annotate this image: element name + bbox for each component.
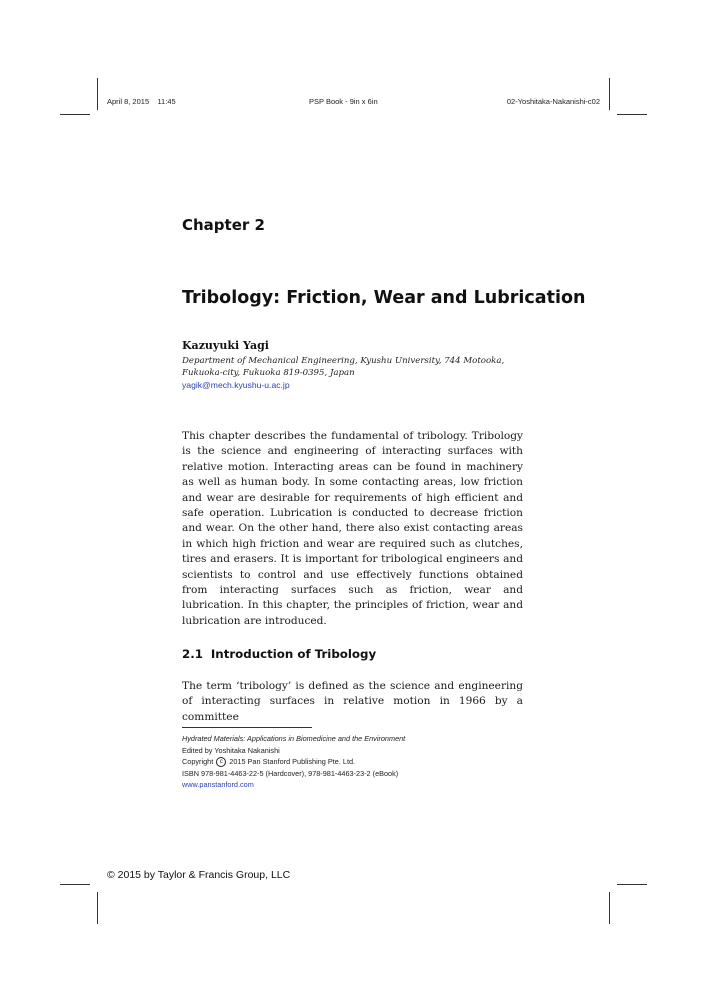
footnote-book-title: Hydrated Materials: Applications in Biomedicine and the Environment bbox=[182, 734, 406, 743]
affiliation-line-1: Department of Mechanical Engineering, Kyushu University, 744 Motooka, bbox=[182, 356, 505, 366]
section-heading bbox=[182, 647, 376, 661]
chapter-label: Chapter 2 bbox=[182, 216, 265, 234]
footnote-isbn: ISBN 978-981-4463-22-5 (Hardcover), 978-981-4463-23-2 (eBook) bbox=[182, 768, 399, 778]
publisher-website-link[interactable]: www.panstanford.com bbox=[182, 780, 254, 789]
publication-footnote bbox=[182, 733, 522, 791]
author-name: Kazuyuki Yagi bbox=[182, 339, 269, 352]
section-number: 2.1 bbox=[182, 647, 203, 661]
crop-mark-top-right-horizontal bbox=[617, 114, 647, 115]
header-date: April 8, 2015 11:45 bbox=[107, 97, 176, 106]
section-paragraph: The term ‘tribology’ is defined as the science and engineering of interacting surfaces in relative motion in 1966 by a committee bbox=[182, 680, 523, 723]
bottom-copyright-notice: © 2015 by Taylor & Francis Group, LLC bbox=[107, 869, 291, 881]
section-title: Introduction of Tribology bbox=[210, 647, 377, 661]
copyright-circle-icon: c bbox=[216, 757, 226, 767]
chapter-title: Tribology: Friction, Wear and Lubrication bbox=[182, 288, 586, 308]
footnote-divider bbox=[182, 727, 312, 728]
affiliation-line-2: Fukuoka-city, Fukuoka 819-0395, Japan bbox=[182, 368, 355, 378]
author-affiliation bbox=[182, 355, 522, 379]
header-file-code: 02-Yoshitaka-Nakanishi-c02 bbox=[506, 97, 600, 106]
header-book-format: PSP Book - 9in x 6in bbox=[309, 97, 378, 106]
footnote-copyright bbox=[182, 756, 522, 768]
chapter-abstract: This chapter describes the fundamental of tribology. Tribology is the science and engineering of interacting surfaces with relative motion. Interacting areas can be found in machinery as well as human body. In some contacting areas, low friction and wear are desirable for requirements of high efficient and safe operation. Lubrication is conducted to decrease friction and wear. On the other hand, there also exist contacting areas in which high friction and wear are required such as clutches, tires and erasers. It is important for tribological engineers and scientists to control and use effectively functions obtained from interacting surfaces such as friction, wear and lubrication. In this chapter, the principles of friction, wear and lubrication are introduced. bbox=[182, 430, 523, 627]
crop-mark-bottom-left-horizontal bbox=[60, 884, 90, 885]
footnote-copyright-text: 2015 Pan Stanford Publishing Pte. Ltd. bbox=[229, 757, 356, 766]
author-email-link[interactable]: yagik@mech.kyushu-u.ac.jp bbox=[182, 380, 290, 390]
crop-mark-bottom-right-vertical bbox=[609, 892, 610, 924]
footnote-copyright-prefix: Copyright bbox=[182, 757, 214, 766]
crop-mark-bottom-right-horizontal bbox=[617, 884, 647, 885]
crop-mark-bottom-left-vertical bbox=[97, 892, 98, 924]
footnote-editor: Edited by Yoshitaka Nakanishi bbox=[182, 745, 280, 755]
crop-mark-top-left-vertical bbox=[97, 78, 98, 110]
crop-mark-top-left-horizontal bbox=[60, 114, 90, 115]
crop-mark-top-right-vertical bbox=[609, 78, 610, 110]
